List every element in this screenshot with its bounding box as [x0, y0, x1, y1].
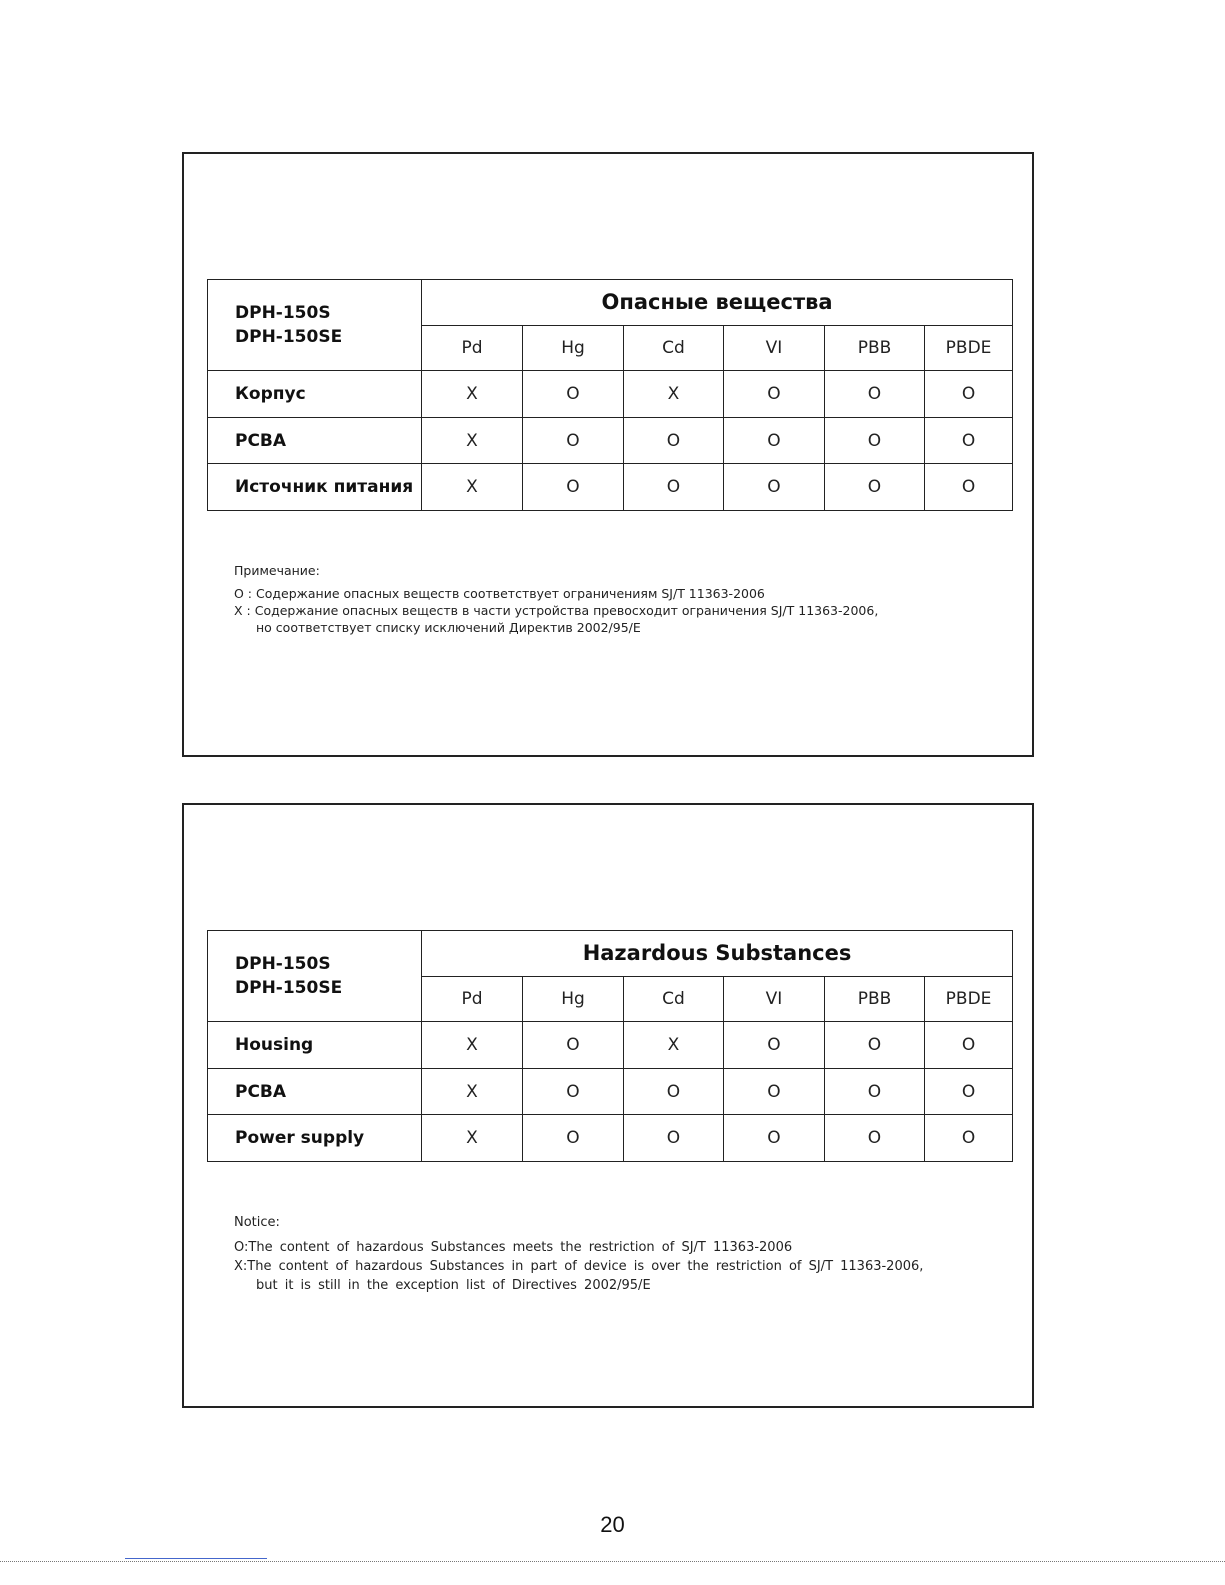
model-name: DPH-150S: [235, 303, 331, 324]
table-cell: O: [724, 464, 825, 511]
note-line-x: X:The content of hazardous Substances in part of device is over the restriction of SJ/T 11363-2006,: [234, 1259, 924, 1274]
table-cell: O: [624, 417, 724, 464]
substance-header: Pd: [422, 325, 523, 371]
notes-heading: Notice:: [234, 1215, 280, 1230]
table-cell: O: [825, 371, 925, 418]
substance-header: PBB: [825, 325, 925, 371]
note-line-o: O:The content of hazardous Substances meets the restriction of SJ/T 11363-2006: [234, 1240, 793, 1255]
table-title: Опасные вещества: [422, 280, 1013, 326]
table-cell: X: [422, 371, 523, 418]
table-cell: O: [523, 1115, 624, 1162]
row-label: Корпус: [208, 371, 422, 418]
table-cell: O: [925, 1068, 1013, 1115]
notes-heading: Примечание:: [234, 563, 320, 578]
note-line-x-continued: but it is still in the exception list of Directives 2002/95/E: [256, 1278, 651, 1293]
table-cell: O: [825, 464, 925, 511]
substance-header: Cd: [624, 325, 724, 371]
table-cell: O: [624, 1115, 724, 1162]
note-line-o: O : Содержание опасных веществ соответствует ограничениям SJ/T 11363-2006: [234, 586, 765, 601]
table-cell: X: [624, 371, 724, 418]
link-underline: [125, 1558, 267, 1559]
table-cell: O: [925, 1115, 1013, 1162]
table-cell: O: [724, 1068, 825, 1115]
row-label: PCBA: [208, 417, 422, 464]
table-row: [208, 1068, 1013, 1115]
hazardous-substances-panel-en: [182, 803, 1034, 1408]
table-cell: O: [624, 1068, 724, 1115]
table-cell: O: [523, 1022, 624, 1069]
table-row: [208, 1115, 1013, 1162]
row-label: PCBA: [208, 1068, 422, 1115]
note-line-x: X : Содержание опасных веществ в части устройства превосходит ограничения SJ/T 11363-2006,: [234, 603, 879, 618]
table-cell: O: [624, 464, 724, 511]
page-bottom-rule: [0, 1561, 1225, 1562]
hazardous-substances-panel-ru: [182, 152, 1034, 757]
substance-header: VI: [724, 325, 825, 371]
model-cell: [208, 280, 422, 371]
table-cell: O: [925, 1022, 1013, 1069]
substance-header: VI: [724, 976, 825, 1022]
table-cell: O: [825, 1022, 925, 1069]
hazardous-substances-table-ru: [207, 279, 1013, 511]
notes-block: [234, 1213, 923, 1295]
table-cell: O: [825, 1115, 925, 1162]
model-name: DPH-150S: [235, 954, 331, 975]
table-cell: X: [422, 417, 523, 464]
model-name: DPH-150SE: [235, 327, 343, 348]
table-cell: X: [422, 1115, 523, 1162]
substance-header: Pd: [422, 976, 523, 1022]
row-label: Housing: [208, 1022, 422, 1069]
table-cell: O: [523, 1068, 624, 1115]
table-cell: O: [925, 464, 1013, 511]
row-label: Источник питания: [208, 464, 422, 511]
table-cell: O: [523, 417, 624, 464]
table-cell: O: [825, 417, 925, 464]
table-cell: X: [624, 1022, 724, 1069]
table-row: [208, 1022, 1013, 1069]
table-row: [208, 371, 1013, 418]
table-cell: X: [422, 1068, 523, 1115]
note-line-x-continued: но соответствует списку исключений Директив 2002/95/E: [256, 620, 641, 635]
notes-block: [234, 562, 878, 636]
table-cell: X: [422, 464, 523, 511]
substance-header: Hg: [523, 325, 624, 371]
table-cell: O: [724, 1022, 825, 1069]
model-name: DPH-150SE: [235, 978, 343, 999]
table-cell: O: [825, 1068, 925, 1115]
model-cell: [208, 931, 422, 1022]
substance-header: PBDE: [925, 976, 1013, 1022]
table-cell: X: [422, 1022, 523, 1069]
substance-header: Cd: [624, 976, 724, 1022]
table-row: [208, 417, 1013, 464]
table-cell: O: [724, 1115, 825, 1162]
table-cell: O: [724, 371, 825, 418]
hazardous-substances-table-en: [207, 930, 1013, 1162]
substance-header: PBB: [825, 976, 925, 1022]
substance-header: Hg: [523, 976, 624, 1022]
table-cell: O: [523, 371, 624, 418]
page-number: 20: [600, 1512, 625, 1537]
table-cell: O: [523, 464, 624, 511]
substance-header: PBDE: [925, 325, 1013, 371]
table-row: [208, 464, 1013, 511]
table-cell: O: [724, 417, 825, 464]
table-title: Hazardous Substances: [422, 931, 1013, 977]
table-cell: O: [925, 371, 1013, 418]
row-label: Power supply: [208, 1115, 422, 1162]
table-cell: O: [925, 417, 1013, 464]
